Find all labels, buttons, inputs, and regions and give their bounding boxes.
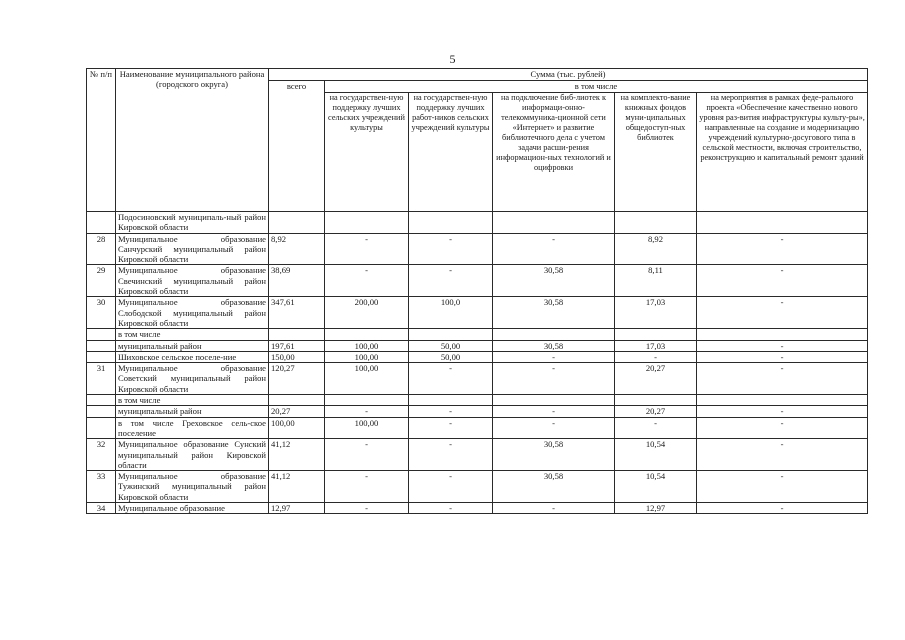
row-value-c4: - (615, 417, 697, 439)
row-name: Муниципальное образование Тужинский муниципальный район Кировской области (116, 471, 269, 503)
table-row (87, 439, 868, 471)
row-value-c4 (615, 212, 697, 234)
row-value-c1: 100,00 (325, 363, 409, 395)
row-value-c5: - (697, 233, 868, 265)
header-sub-1: на государствен-ную поддержку лучших сельских учреждений культуры (325, 93, 409, 212)
row-value-c3: - (493, 417, 615, 439)
row-name: Муниципальное образование Санчурский муниципальный район Кировской области (116, 233, 269, 265)
row-name: Муниципальное образование (116, 503, 269, 514)
row-name: в том числе (116, 329, 269, 340)
row-value-c3 (493, 212, 615, 234)
row-name: муниципальный район (116, 406, 269, 417)
row-value-c2: 100,0 (409, 297, 493, 329)
allocation-table (86, 68, 868, 514)
row-value-c3 (493, 329, 615, 340)
row-value-c5 (697, 329, 868, 340)
row-total: 12,97 (269, 503, 325, 514)
row-value-c5 (697, 395, 868, 406)
row-number (87, 406, 116, 417)
row-value-c4 (615, 395, 697, 406)
row-value-c5: - (697, 439, 868, 471)
header-sum: Сумма (тыс. рублей) (269, 69, 868, 81)
table-row (87, 265, 868, 297)
row-name: Муниципальное образование Советский муниципальный район Кировской области (116, 363, 269, 395)
table-row (87, 363, 868, 395)
row-total: 150,00 (269, 351, 325, 362)
row-total (269, 395, 325, 406)
row-number: 34 (87, 503, 116, 514)
row-value-c2: 50,00 (409, 351, 493, 362)
row-value-c1: - (325, 406, 409, 417)
row-number (87, 395, 116, 406)
row-number: 33 (87, 471, 116, 503)
table-row (87, 503, 868, 514)
row-value-c2: - (409, 265, 493, 297)
row-name: Муниципальное образование Слободской муниципальный район Кировской области (116, 297, 269, 329)
row-number (87, 340, 116, 351)
row-name: муниципальный район (116, 340, 269, 351)
row-value-c1: - (325, 233, 409, 265)
row-value-c5: - (697, 406, 868, 417)
table-row (87, 212, 868, 234)
table-body (87, 212, 868, 514)
row-value-c3: 30,58 (493, 471, 615, 503)
header-sub-5: на мероприятия в рамках феде-рального проекта «Обеспечение качественно нового уровня раз-вития инфраструктуры культу-ры», направленные на создание и модернизацию учреждений культурно-досугового типа в сельской местности, включая строительство, реконструкцию и капитальный ремонт зданий (697, 93, 868, 212)
row-value-c1: 100,00 (325, 340, 409, 351)
header-sub-2: на государствен-ную поддержку лучших работ-ников сельских учреждений культуры (409, 93, 493, 212)
row-number: 30 (87, 297, 116, 329)
row-value-c4: 17,03 (615, 297, 697, 329)
row-total: 38,69 (269, 265, 325, 297)
row-value-c5: - (697, 417, 868, 439)
row-name: Подосиновский муниципаль-ный район Кировской области (116, 212, 269, 234)
row-number (87, 417, 116, 439)
row-value-c1 (325, 212, 409, 234)
header-name: Наименование муниципального района (городского округа) (116, 69, 269, 212)
row-name: Муниципальное образование Сунский муниципальный район Кировской области (116, 439, 269, 471)
row-total: 20,27 (269, 406, 325, 417)
table-row (87, 340, 868, 351)
row-value-c5: - (697, 363, 868, 395)
row-total: 100,00 (269, 417, 325, 439)
row-value-c2: 50,00 (409, 340, 493, 351)
row-number (87, 329, 116, 340)
header-including: в том числе (325, 81, 868, 93)
row-value-c4 (615, 329, 697, 340)
table-row (87, 417, 868, 439)
row-value-c2: - (409, 503, 493, 514)
row-value-c3: - (493, 363, 615, 395)
row-value-c3 (493, 395, 615, 406)
row-value-c2: - (409, 471, 493, 503)
row-value-c3: - (493, 406, 615, 417)
row-value-c4: 17,03 (615, 340, 697, 351)
page-number: 5 (449, 52, 456, 66)
row-total: 41,12 (269, 439, 325, 471)
row-value-c3: 30,58 (493, 439, 615, 471)
row-total: 8,92 (269, 233, 325, 265)
header-sub-3: на подключение биб-лиотек к информаци-онно-телекоммуника-ционной сети «Интернет» и развитие библиотечного дела с учетом задачи расши-рения информацион-ных технологий и оцифровки (493, 93, 615, 212)
row-value-c4: - (615, 351, 697, 362)
row-value-c1: - (325, 439, 409, 471)
row-value-c2 (409, 395, 493, 406)
row-name: Шиховское сельское поселе-ние (116, 351, 269, 362)
row-total: 197,61 (269, 340, 325, 351)
row-total (269, 329, 325, 340)
row-name: в том числе (116, 395, 269, 406)
row-number: 29 (87, 265, 116, 297)
header-total: всего (269, 81, 325, 212)
row-value-c3: - (493, 351, 615, 362)
row-value-c5: - (697, 340, 868, 351)
row-number: 28 (87, 233, 116, 265)
row-value-c1: - (325, 503, 409, 514)
row-value-c5: - (697, 297, 868, 329)
row-value-c5: - (697, 351, 868, 362)
row-value-c4: 8,92 (615, 233, 697, 265)
row-number (87, 212, 116, 234)
row-value-c2: - (409, 417, 493, 439)
table-row (87, 297, 868, 329)
row-value-c4: 12,97 (615, 503, 697, 514)
row-value-c4: 8,11 (615, 265, 697, 297)
row-value-c1: 200,00 (325, 297, 409, 329)
row-value-c3: 30,58 (493, 297, 615, 329)
row-total: 41,12 (269, 471, 325, 503)
row-value-c2: - (409, 233, 493, 265)
row-value-c4: 20,27 (615, 363, 697, 395)
table-row (87, 351, 868, 362)
row-number (87, 351, 116, 362)
row-value-c2 (409, 212, 493, 234)
row-number: 32 (87, 439, 116, 471)
row-total: 120,27 (269, 363, 325, 395)
row-value-c2: - (409, 406, 493, 417)
row-value-c4: 10,54 (615, 471, 697, 503)
row-value-c5: - (697, 503, 868, 514)
row-value-c2 (409, 329, 493, 340)
table-row (87, 329, 868, 340)
row-value-c4: 10,54 (615, 439, 697, 471)
row-value-c3: - (493, 233, 615, 265)
header-num: № п/п (87, 69, 116, 212)
row-value-c2: - (409, 439, 493, 471)
row-value-c1: - (325, 471, 409, 503)
row-value-c1: 100,00 (325, 417, 409, 439)
row-name: в том числе Греховское сель-ское поселение (116, 417, 269, 439)
row-value-c4: 20,27 (615, 406, 697, 417)
header-sub-4: на комплекто-вание книжных фондов муни-ципальных общедоступ-ных библиотек (615, 93, 697, 212)
row-value-c1 (325, 329, 409, 340)
row-value-c3: 30,58 (493, 265, 615, 297)
table-row (87, 471, 868, 503)
row-total: 347,61 (269, 297, 325, 329)
row-number: 31 (87, 363, 116, 395)
table-row (87, 406, 868, 417)
row-value-c1 (325, 395, 409, 406)
row-value-c1: - (325, 265, 409, 297)
row-total (269, 212, 325, 234)
row-value-c5 (697, 212, 868, 234)
row-value-c5: - (697, 265, 868, 297)
row-value-c2: - (409, 363, 493, 395)
row-name: Муниципальное образование Свечинский муниципальный район Кировской области (116, 265, 269, 297)
table-row (87, 233, 868, 265)
row-value-c5: - (697, 471, 868, 503)
table-row (87, 395, 868, 406)
row-value-c3: 30,58 (493, 340, 615, 351)
row-value-c3: - (493, 503, 615, 514)
row-value-c1: 100,00 (325, 351, 409, 362)
